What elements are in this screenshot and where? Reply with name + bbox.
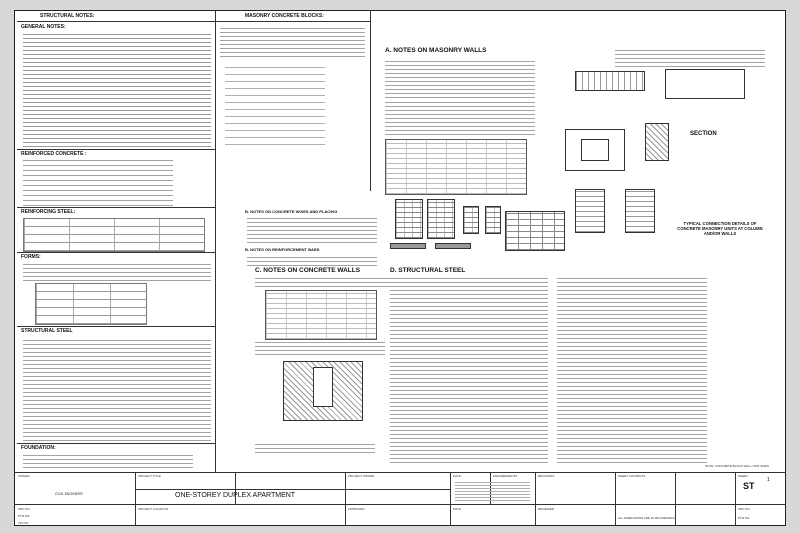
reviewer-label: REVIEWER [538, 507, 555, 511]
forms-table [35, 283, 147, 325]
project-owner-label: PROJECT OWNER [348, 474, 375, 478]
wall-elevation-detail [505, 211, 565, 251]
foundation-text [23, 454, 193, 468]
corner-wall-detail [390, 243, 426, 249]
wall-stem [313, 367, 333, 407]
masonry-walls-text [385, 58, 535, 98]
structural-notes-heading: STRUCTURAL NOTES: [40, 13, 95, 19]
dowels-heading: B. NOTES ON CONCRETE WIXES AND PLACING [245, 209, 338, 214]
forms-text [23, 263, 211, 281]
owner-label: OWNER [18, 474, 30, 478]
structural-steel-d-text-2 [557, 278, 707, 463]
masonry-blocks-text [220, 25, 365, 57]
reinforcing-steel-heading: REINFORCING STEEL: [21, 209, 76, 215]
block-column-detail-3 [463, 206, 479, 234]
wall-reinforcement-table [265, 290, 377, 340]
engineer-note [455, 481, 530, 501]
engineered-by-label: ENGINEERED BY [493, 474, 518, 478]
tin-label: TIN NO. [18, 521, 29, 525]
masonry-blocks-heading: MASONRY CONCRETE BLOCKS: [245, 13, 324, 19]
reinforced-concrete-heading: REINFORCED CONCRETE : [21, 151, 87, 157]
note-bottom: NOTE: CONCRETE BLOCK WALL UNIT SIZES [705, 464, 769, 468]
dowels-text [247, 217, 377, 243]
masonry-walls-text-2 [385, 101, 535, 135]
ptr2-label: PTR NO. [738, 516, 751, 520]
revisions-label: REVISIONS [538, 474, 555, 478]
lintel-detail [665, 69, 745, 99]
concrete-walls-heading: C. NOTES ON CONCRETE WALLS [255, 267, 361, 274]
sheet-contents-label: SHEET CONTENTS [618, 474, 646, 478]
civil-engineer: CIVIL ENGINEER [55, 492, 83, 496]
section-detail [645, 123, 669, 161]
structural-steel-d-heading: D. STRUCTURAL STEEL [390, 267, 466, 274]
column-connection-detail-1 [575, 189, 605, 233]
general-notes-heading: GENERAL NOTES: [21, 24, 66, 30]
structural-steel-heading: STRUCTURAL STEEL [21, 328, 73, 334]
column-connection-detail-2 [625, 189, 655, 233]
section-label: SECTION [690, 131, 717, 137]
structural-steel-d-text [390, 278, 548, 463]
opening [581, 139, 609, 161]
forms-heading: FORMS: [21, 254, 41, 260]
reinforcing-steel-table [23, 218, 205, 252]
block-column-detail-2 [427, 199, 455, 239]
foundation-heading: FOUNDATION: [21, 445, 56, 451]
structural-steel-text [23, 337, 211, 441]
approved-label: APPROVED [348, 507, 365, 511]
general-notes-text [23, 33, 211, 147]
hollow-block-reinforcement-table [385, 139, 527, 195]
masonry-walls-heading: A. NOTES ON MASONRY WALLS [385, 47, 487, 54]
concrete-walls-text [255, 277, 393, 287]
date2-label: DATE [453, 507, 461, 511]
location-label: PROJECT LOCATION [138, 507, 168, 511]
project-title: ONE-STOREY DUPLEX APARTMENT [175, 492, 296, 499]
typical-connection-caption: TYPICAL CONNECTION DETAILS OF CONCRETE MASONRY UNITS AT COLUMN AND/OR WALLS [677, 221, 763, 236]
intersection-wall-detail [435, 243, 471, 249]
block-column-detail-1 [395, 199, 423, 239]
upper-right-notes [615, 47, 765, 67]
rebars-text [247, 254, 377, 266]
sheet-label: SHEET [738, 474, 749, 478]
prc2-label: PRC NO. [738, 507, 751, 511]
reinforced-concrete-text [23, 160, 173, 206]
block-column-detail-4 [485, 206, 501, 234]
drawing-sheet [14, 10, 786, 526]
concrete-walls-text-2 [255, 341, 385, 355]
bond-beam-detail [575, 71, 645, 91]
masonry-spec-list [225, 61, 325, 145]
rebars-heading: B. NOTES ON REINFORCEMENT BARS [245, 247, 320, 252]
date-label: DATE [453, 474, 461, 478]
prc-label: PRC NO. [18, 507, 31, 511]
ptr-label: PTR NO. [18, 514, 31, 518]
sheet-num: 1 [767, 477, 770, 483]
concrete-walls-text-3 [255, 443, 375, 453]
sheet-no: ST [743, 481, 755, 491]
all-dims-label: ALL DIMENSIONS ARE IN MILLIMETERS [618, 516, 675, 520]
project-title-label: PROJECT TITLE [138, 474, 161, 478]
